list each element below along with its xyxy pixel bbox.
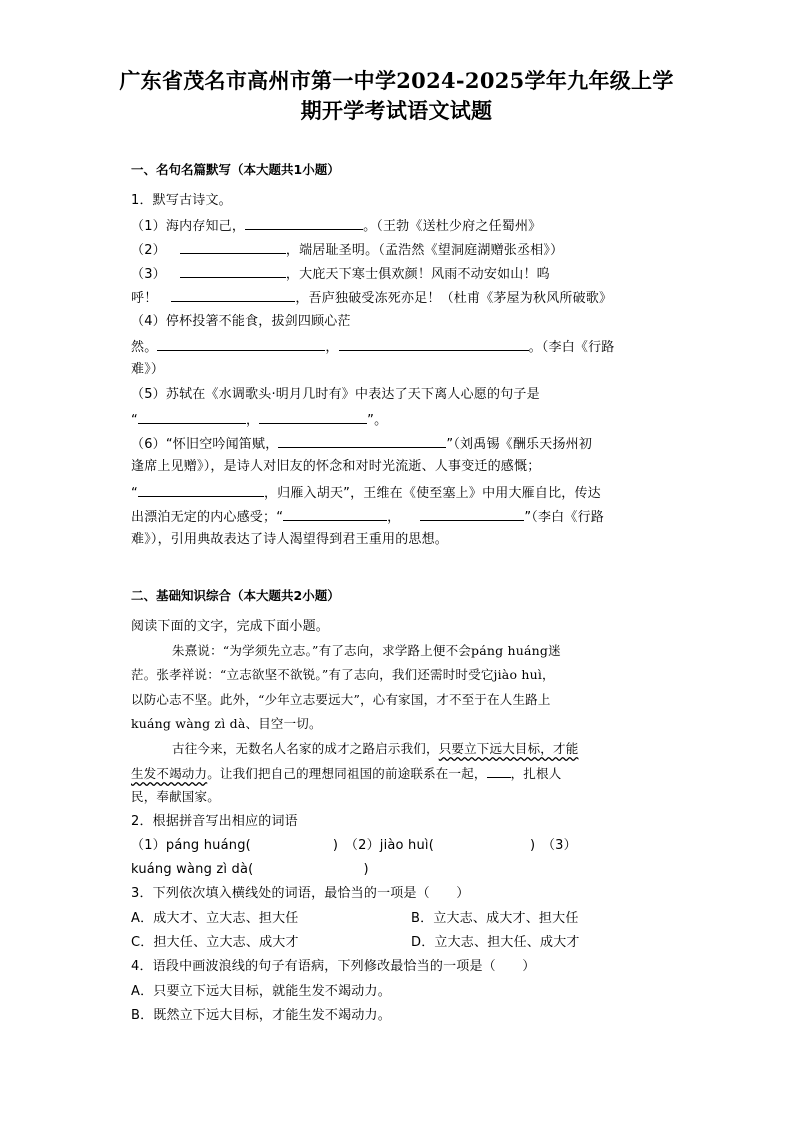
- q1-s5-text-d: ”。: [367, 413, 388, 428]
- q1-s6-text-g: ，: [387, 510, 401, 525]
- q1-s4-line1: （4）停杯投箸不能食，拔剑四顾心茫: [131, 314, 351, 329]
- q1-s5-line2: [131, 410, 387, 430]
- q1-s6-blank3[interactable]: [283, 507, 387, 521]
- passage-p1-line3: 以防心志不坚。此外，“少年立志要远大”，心有家国，才不至于在人生路上: [131, 692, 551, 707]
- q3-option-a[interactable]: A．成大才、立大志、担大任: [131, 911, 299, 926]
- q1-s6-text-d: “: [131, 486, 138, 501]
- q1-s4-text-b: 然。: [131, 340, 158, 355]
- q1-s6-blank1[interactable]: [278, 434, 446, 448]
- q1-s6-line5: 难》），引用典故表达了诗人渴望得到君王重用的思想。: [131, 532, 449, 547]
- q1-s5-blank1[interactable]: [138, 410, 246, 424]
- passage-p1-line1: 朱熹说：“为学须先立志。”有了志向，求学路上便不会páng huáng迷: [172, 643, 561, 658]
- passage-p2-text-a: 古往今来，无数名人名家的成才之路启示我们，: [172, 741, 439, 756]
- q1-s3-text-d: ，吾庐独破受冻死亦足！（杜甫《茅屋为秋风所破歌》: [295, 291, 613, 306]
- q1-s4-line2: [131, 337, 615, 357]
- q3-options-row1: [131, 910, 579, 928]
- q2-stem: 2．根据拼音写出相应的词语: [131, 814, 298, 829]
- q2-text-c: ) （3）: [530, 838, 577, 853]
- q1-s2-text-a: （2）: [131, 243, 166, 258]
- passage-p2-line2: [131, 764, 561, 783]
- q1-s3-line1: [131, 264, 550, 284]
- q1-s3-text-a: （3）: [131, 267, 166, 282]
- q3-option-c[interactable]: C．担大任、立大志、成大才: [131, 935, 299, 950]
- q2-text-e: ): [363, 862, 369, 877]
- q1-s6-text-e: ，归雁入胡天”，王维在《使至塞上》中用大雁自比，传达: [263, 486, 601, 501]
- q1-s3-text-b: ，大庇天下寒士俱欢颜！风雨不动安如山！呜: [285, 267, 550, 282]
- q1-s6-blank2[interactable]: [138, 483, 264, 497]
- q4-stem: 4．语段中画波浪线的句子有语病，下列修改最恰当的一项是（ ）: [131, 959, 536, 974]
- q1-s3-line2: [131, 288, 612, 308]
- q3-options-row2: [131, 934, 580, 952]
- q1-s6-line1: [131, 434, 592, 454]
- q4-option-b[interactable]: B．既然立下远大目标，才能生发不竭动力。: [131, 1008, 391, 1023]
- q1-s4-blank1[interactable]: [157, 337, 325, 351]
- q3-stem: 3．下列依次填入横线处的词语，最恰当的一项是（ ）: [131, 886, 470, 901]
- q1-s6-line2: 逢席上见赠》），是诗人对旧友的怀念和对时光流逝、人事变迁的感慨；: [131, 459, 541, 474]
- q1-stem: 1．默写古诗文。: [131, 193, 232, 208]
- q1-s6-text-f: 出漂泊无定的内心感受；“: [131, 510, 284, 525]
- q1-s6-line4: [131, 507, 604, 527]
- q1-s6-text-b: ”（刘禹锡《酬乐天扬州初: [446, 437, 593, 452]
- q4-option-a[interactable]: A．只要立下远大目标，就能生发不竭动力。: [131, 984, 391, 999]
- q1-s5-text-b: “: [131, 413, 138, 428]
- passage-p2-text-c: ，扎根人: [510, 766, 562, 781]
- passage-p1-line4: kuáng wàng zì dà、目空一切。: [131, 716, 322, 731]
- q1-s2-blank[interactable]: [180, 240, 286, 254]
- passage-blank[interactable]: [487, 764, 511, 778]
- q2-line1: [131, 837, 577, 855]
- exam-title-line1: 广东省茂名市高州市第一中学2024-2025学年九年级上学: [119, 68, 674, 93]
- q1-s4-text-d: 。（李白《行路: [528, 340, 615, 355]
- wavy-sentence-part1: 只要立下远大目标，才能: [438, 741, 579, 756]
- passage-p2-line3: 民，奉献国家。: [131, 789, 220, 804]
- q2-text-d: kuáng wàng zì dà(: [131, 862, 254, 877]
- q1-s1-text-b: 。（王勃《送杜少府之任蜀州》: [363, 219, 542, 234]
- q1-s2: [131, 240, 563, 260]
- section2-intro: 阅读下面的文字，完成下面小题。: [131, 619, 330, 634]
- q1-s2-text-b: ，端居耻圣明。（孟浩然《望洞庭湖赠张丞相》）: [285, 243, 564, 258]
- q1-s1-blank[interactable]: [245, 216, 363, 230]
- passage-p2-text-b: 。让我们把自己的理想同祖国的前途联系在一起，: [207, 766, 487, 781]
- q1-s3-blank1[interactable]: [180, 264, 286, 278]
- q1-s5-line1: （5）苏轼在《水调歌头·明月几时有》中表达了天下离人心愿的句子是: [131, 387, 540, 402]
- section1-heading: 一、名句名篇默写（本大题共1小题）: [131, 162, 340, 177]
- q1-s4-line3: 难》）: [131, 362, 165, 377]
- q1-s6-blank4[interactable]: [420, 507, 524, 521]
- q2-text-a: （1）páng huáng(: [131, 838, 251, 853]
- q1-s6-text-h: ”（李白《行路: [524, 510, 604, 525]
- q1-s1-text-a: （1）海内存知己，: [131, 219, 246, 234]
- q2-text-b: ) （2）jiào huì(: [332, 838, 435, 853]
- q1-s4-text-c: ，: [325, 340, 339, 355]
- q1-s4-blank2[interactable]: [339, 337, 529, 351]
- q1-s3-blank2[interactable]: [171, 288, 295, 302]
- section2-heading: 二、基础知识综合（本大题共2小题）: [131, 588, 340, 603]
- passage-p1-line2: 茫。张孝祥说：“立志欲坚不欲锐。”有了志向，我们还需时时受它jiào huì，: [131, 667, 555, 682]
- q1-s6-text-a: （6）“怀旧空吟闻笛赋，: [131, 437, 279, 452]
- q3-option-b[interactable]: B．立大志、成大才、担大任: [411, 911, 579, 926]
- q1-s5-blank2[interactable]: [259, 410, 367, 424]
- q1-s6-line3: [131, 483, 601, 503]
- q1-s3-text-c: 呼！: [131, 291, 158, 306]
- wavy-sentence-part2: 生发不竭动力: [131, 766, 208, 781]
- q2-line2: [131, 861, 369, 879]
- q1-s5-text-c: ，: [245, 413, 260, 428]
- q3-option-d[interactable]: D．立大志、担大任、成大才: [411, 935, 580, 950]
- exam-title-line2: 期开学考试语文试题: [300, 98, 493, 123]
- q1-s1: [131, 216, 541, 236]
- passage-p2-line1: [172, 740, 578, 758]
